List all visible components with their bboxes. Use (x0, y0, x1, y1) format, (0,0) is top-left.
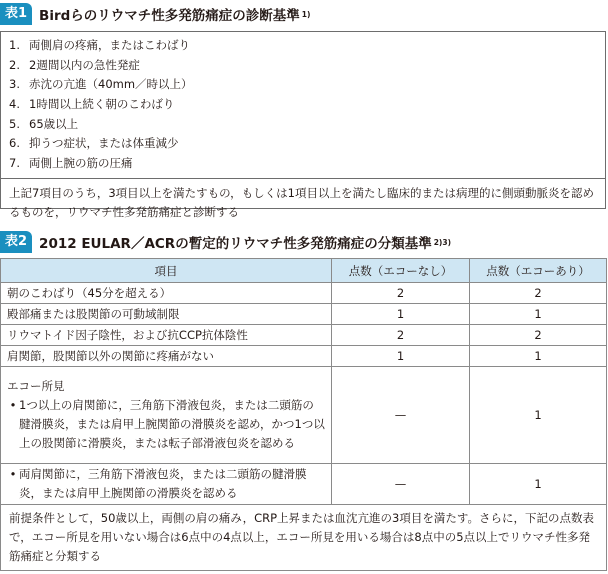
row-score-no-echo: 1 (332, 346, 470, 367)
echo-findings-cell (1, 367, 332, 464)
row-score-echo: 2 (470, 325, 607, 346)
table2-title-text: 2012 EULAR／ACRの暫定的リウマチ性多発筋痛症の分類基準 (39, 236, 432, 252)
row-score-echo: 1 (470, 346, 607, 367)
table1-title-text: Birdらのリウマチ性多発筋痛症の診断基準 (39, 8, 300, 24)
list-item: 1. 両側肩の疼痛，またはこわばり (9, 38, 190, 52)
table1-note: 上記7項目のうち，3項目以上を満たすもの，もしくは1項目以上を満たし臨床的または病理的に側頭動脈炎を認めるものを，リウマチ性多発筋痛症と診断する (9, 185, 594, 219)
row-score-no-echo: 1 (332, 304, 470, 325)
table1-badge: 表1 (0, 3, 32, 25)
table-row (1, 346, 607, 367)
echo-findings-heading: エコー所見 (7, 379, 65, 393)
list-item: 4. 1時間以上続く朝のこわばり (9, 97, 175, 112)
list-item: 5. 65歳以上 (9, 116, 79, 131)
table2-title (0, 230, 451, 254)
header-score-echo: 点数（エコーあり） (470, 259, 607, 283)
table1-reference: 1) (301, 9, 311, 19)
table-row-echo-2 (1, 464, 607, 505)
row-item: リウマトイド因子陰性，および抗CCP抗体陰性 (1, 325, 332, 346)
row-score-echo: 1 (470, 464, 607, 505)
row-item: 朝のこわばり（45分を超える） (1, 283, 332, 304)
row-score-echo: 2 (470, 283, 607, 304)
table2-note: 前提条件として，50歳以上，両側の肩の痛み，CRP上昇または血沈亢進の3項目を満たす。さらに，下記の点数表で，エコー所見を用いない場合は6点中の4点以上，エコー所見を用いる場合は8点中の5点以上でリウマチ性多発筋痛症と分類する (1, 505, 607, 571)
list-item: 7. 両側上腕の筋の圧痛 (9, 156, 133, 171)
row-score-echo: 1 (470, 367, 607, 464)
row-score-echo: 1 (470, 304, 607, 325)
list-item: 3. 赤沈の亢進（40mm／時以上） (9, 77, 193, 92)
table1-box (0, 31, 606, 219)
bullet-icon: • (9, 467, 17, 481)
row-score-no-echo: — (332, 464, 470, 505)
table2-badge: 表2 (0, 231, 32, 253)
table2-note-row (1, 505, 607, 571)
row-score-no-echo: 2 (332, 325, 470, 346)
header-score-no-echo: 点数（エコーなし） (332, 259, 470, 283)
table2-reference: 2)3) (433, 237, 451, 247)
echo-bullet-2-cell (1, 464, 332, 505)
row-item: 肩関節，股関節以外の関節に疼痛がない (1, 346, 332, 367)
table1-title (0, 2, 310, 26)
table-row-echo-1 (1, 367, 607, 464)
table-header-row (1, 259, 607, 283)
header-item: 項目 (1, 259, 332, 283)
echo-bullet-1-text: 1つ以上の肩関節に，三角筋下滑液包炎，または二頭筋の腱滑膜炎，または肩甲上腕関節の滑膜炎を認め，かつ1つ以上の股関節に滑膜炎，または転子部滑液包炎を認める (19, 398, 325, 450)
criteria-list (1, 32, 605, 179)
table-row (1, 283, 607, 304)
echo-bullet-1 (7, 396, 325, 453)
bullet-icon: • (9, 398, 17, 412)
list-item: 6. 抑うつ症状，または体重減少 (9, 136, 179, 151)
echo-bullet-2 (7, 465, 325, 503)
table-row (1, 304, 607, 325)
row-item: 殿部痛または股関節の可動域制限 (1, 304, 332, 325)
row-score-no-echo: 2 (332, 283, 470, 304)
table2 (0, 258, 607, 571)
row-score-no-echo: — (332, 367, 470, 464)
echo-bullet-2-text: 両肩関節に，三角筋下滑液包炎，または二頭筋の腱滑膜炎，または肩甲上腕関節の滑膜炎を認める (19, 467, 307, 500)
list-item: 2. 2週間以内の急性発症 (9, 57, 140, 72)
table-row (1, 325, 607, 346)
